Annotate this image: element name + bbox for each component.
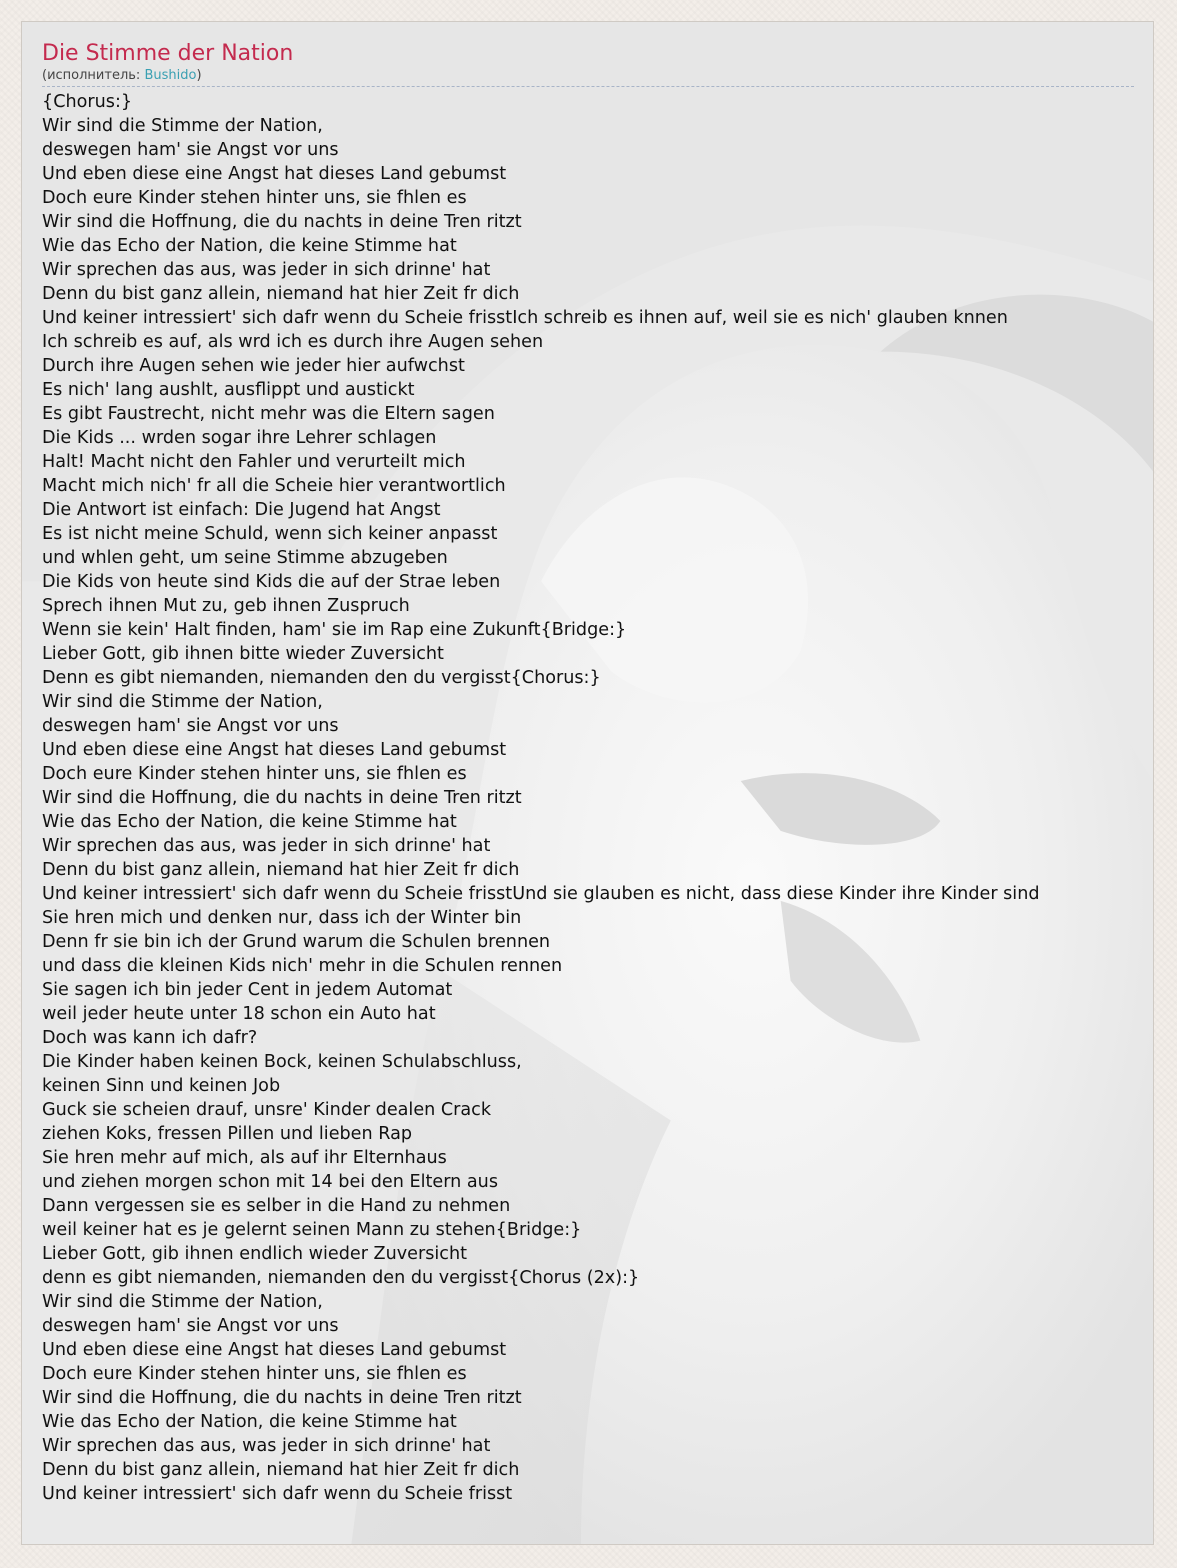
lyric-line: und whlen geht, um seine Stimme abzugeben <box>42 548 448 568</box>
lyric-line: und ziehen morgen schon mit 14 bei den Eltern aus <box>42 1172 498 1192</box>
lyric-line: Lieber Gott, gib ihnen endlich wieder Zuversicht <box>42 1244 467 1264</box>
lyric-line: Denn du bist ganz allein, niemand hat hier Zeit fr dich <box>42 860 520 880</box>
lyric-line: Denn du bist ganz allein, niemand hat hier Zeit fr dich <box>42 284 520 304</box>
lyric-line: Wie das Echo der Nation, die keine Stimme hat <box>42 1412 457 1432</box>
song-title: Die Stimme der Nation <box>42 41 294 66</box>
lyric-line: Und eben diese eine Angst hat dieses Land gebumst <box>42 1340 507 1360</box>
lyric-line: weil jeder heute unter 18 schon ein Auto hat <box>42 1004 436 1024</box>
lyrics-content <box>42 41 1133 1506</box>
lyric-line: Und eben diese eine Angst hat dieses Land gebumst <box>42 740 507 760</box>
lyric-line: Wir sind die Stimme der Nation, <box>42 1292 323 1312</box>
lyric-line: Sie hren mehr auf mich, als auf ihr Elternhaus <box>42 1148 447 1168</box>
lyric-line: ziehen Koks, fressen Pillen und lieben Rap <box>42 1124 413 1144</box>
lyrics-text <box>42 90 1133 1506</box>
lyrics-card <box>21 21 1154 1545</box>
lyric-line: Lieber Gott, gib ihnen bitte wieder Zuversicht <box>42 644 444 664</box>
lyric-line: Denn es gibt niemanden, niemanden den du vergisst{Chorus:} <box>42 668 601 688</box>
lyric-line: weil keiner hat es je gelernt seinen Mann zu stehen{Bridge:} <box>42 1220 582 1240</box>
lyric-line: Denn du bist ganz allein, niemand hat hier Zeit fr dich <box>42 1460 520 1480</box>
lyric-line: Wir sind die Stimme der Nation, <box>42 116 323 136</box>
lyric-line: Halt! Macht nicht den Fahler und verurteilt mich <box>42 452 466 472</box>
lyric-line: Doch eure Kinder stehen hinter uns, sie fhlen es <box>42 188 467 208</box>
lyric-line: Durch ihre Augen sehen wie jeder hier aufwchst <box>42 356 465 376</box>
lyric-line: Es gibt Faustrecht, nicht mehr was die Eltern sagen <box>42 404 495 424</box>
lyric-line: Doch eure Kinder stehen hinter uns, sie fhlen es <box>42 764 467 784</box>
lyric-line: Macht mich nich' fr all die Scheie hier verantwortlich <box>42 476 506 496</box>
lyric-line: Wir sprechen das aus, was jeder in sich drinne' hat <box>42 260 491 280</box>
lyric-line: denn es gibt niemanden, niemanden den du vergisst{Chorus (2x):} <box>42 1268 640 1288</box>
lyric-line: Denn fr sie bin ich der Grund warum die Schulen brennen <box>42 932 551 952</box>
lyric-line: Die Kids ... wrden sogar ihre Lehrer schlagen <box>42 428 437 448</box>
lyric-line: Doch eure Kinder stehen hinter uns, sie fhlen es <box>42 1364 467 1384</box>
lyric-line: und dass die kleinen Kids nich' mehr in die Schulen rennen <box>42 956 563 976</box>
lyric-line: Die Kids von heute sind Kids die auf der Strae leben <box>42 572 501 592</box>
lyric-line: Und keiner intressiert' sich dafr wenn du Scheie frisstUnd sie glauben es nicht, dass diese Kinder ihre Kinder sind <box>42 884 1040 904</box>
lyric-line: keinen Sinn und keinen Job <box>42 1076 281 1096</box>
lyric-line: Es nich' lang aushlt, ausflippt und austickt <box>42 380 415 400</box>
artist-line <box>42 67 1134 87</box>
lyric-line: Wir sprechen das aus, was jeder in sich drinne' hat <box>42 1436 491 1456</box>
lyric-line: {Chorus:} <box>42 92 133 112</box>
lyric-line: Ich schreib es auf, als wrd ich es durch ihre Augen sehen <box>42 332 544 352</box>
lyric-line: Doch was kann ich dafr? <box>42 1028 258 1048</box>
artist-suffix: ) <box>196 68 202 83</box>
lyric-line: Wir sprechen das aus, was jeder in sich drinne' hat <box>42 836 491 856</box>
artist-link[interactable]: Bushido <box>144 68 197 83</box>
lyric-line: deswegen ham' sie Angst vor uns <box>42 1316 339 1336</box>
lyric-line: deswegen ham' sie Angst vor uns <box>42 716 339 736</box>
lyric-line: Sprech ihnen Mut zu, geb ihnen Zuspruch <box>42 596 410 616</box>
artist-prefix: (исполнитель: <box>42 68 145 83</box>
lyric-line: Die Kinder haben keinen Bock, keinen Schulabschluss, <box>42 1052 522 1072</box>
lyric-line: Und eben diese eine Angst hat dieses Land gebumst <box>42 164 507 184</box>
lyric-line: Wir sind die Hoffnung, die du nachts in deine Tren ritzt <box>42 788 522 808</box>
lyric-line: Wir sind die Stimme der Nation, <box>42 692 323 712</box>
lyric-line: Wir sind die Hoffnung, die du nachts in deine Tren ritzt <box>42 212 522 232</box>
lyric-line: Es ist nicht meine Schuld, wenn sich keiner anpasst <box>42 524 498 544</box>
lyric-line: Die Antwort ist einfach: Die Jugend hat Angst <box>42 500 441 520</box>
lyric-line: deswegen ham' sie Angst vor uns <box>42 140 339 160</box>
lyric-line: Wir sind die Hoffnung, die du nachts in deine Tren ritzt <box>42 1388 522 1408</box>
lyric-line: Dann vergessen sie es selber in die Hand zu nehmen <box>42 1196 511 1216</box>
lyric-line: Und keiner intressiert' sich dafr wenn du Scheie frisstIch schreib es ihnen auf, weil sie es nich' glauben knnen <box>42 308 1008 328</box>
lyric-line: Sie hren mich und denken nur, dass ich der Winter bin <box>42 908 522 928</box>
lyric-line: Wie das Echo der Nation, die keine Stimme hat <box>42 236 457 256</box>
lyric-line: Wenn sie kein' Halt finden, ham' sie im Rap eine Zukunft{Bridge:} <box>42 620 627 640</box>
lyric-line: Wie das Echo der Nation, die keine Stimme hat <box>42 812 457 832</box>
lyric-line: Und keiner intressiert' sich dafr wenn du Scheie frisst <box>42 1484 513 1504</box>
lyric-line: Sie sagen ich bin jeder Cent in jedem Automat <box>42 980 453 1000</box>
lyric-line: Guck sie scheien drauf, unsre' Kinder dealen Crack <box>42 1100 492 1120</box>
